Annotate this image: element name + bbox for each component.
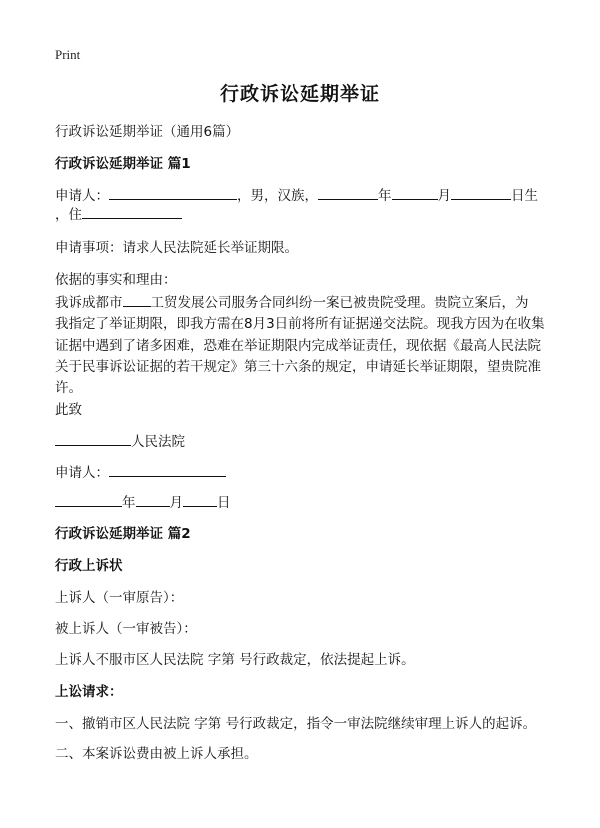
address-line: [55, 203, 182, 223]
application-matter: 申请事项：请求人民法院延长举证期限。: [55, 240, 298, 256]
paragraph-line: 证据中遇到了诸多困难，恐难在举证期限内完成举证责任，现依据《最高人民法院: [55, 337, 541, 354]
date-month-blank: [136, 493, 170, 507]
birth-month-blank: [392, 186, 438, 200]
date-month-label: 月: [169, 495, 183, 511]
date-year-label: 年: [122, 495, 136, 511]
print-label[interactable]: Print: [55, 47, 81, 62]
address-label: ，住: [55, 207, 82, 223]
paragraph-line: [55, 293, 555, 314]
court-name-blank: [55, 432, 131, 446]
salutation: 此致: [55, 402, 82, 418]
request-item-2: 二、本案诉讼费由被上诉人承担。: [55, 746, 258, 762]
birth-day-label: 日生: [511, 188, 538, 204]
signature-label: 申请人：: [55, 465, 109, 481]
applicant-line: [55, 184, 538, 204]
date-day-blank: [183, 493, 217, 507]
birth-year-blank: [318, 186, 378, 200]
birth-year-label: 年: [378, 188, 392, 204]
company-name-blank: [123, 293, 151, 307]
signature-blank: [109, 463, 226, 477]
date-day-label: 日: [217, 495, 231, 511]
section-1-heading: 行政诉讼延期举证 篇1: [55, 156, 191, 172]
applicant-name-blank: [109, 186, 237, 200]
address-blank: [82, 205, 182, 219]
appeal-statement: 上诉人不服市区人民法院 字第 号行政裁定，依法提起上诉。: [55, 652, 415, 668]
date-line: [55, 491, 231, 511]
appellant-line: 上诉人（一审原告）：: [55, 590, 184, 606]
request-item-1: 一、撤销市区人民法院 字第 号行政裁定，指令一审法院继续审理上诉人的起诉。: [55, 716, 537, 732]
birth-month-label: 月: [437, 188, 451, 204]
document-subtitle: 行政诉讼延期举证（通用6篇）: [55, 124, 240, 140]
paragraph-line: 我指定了举证期限，即我方需在8月3日前将所有证据递交法院。现我方因为在收集: [55, 316, 545, 333]
applicant-label: 申请人：: [55, 188, 109, 204]
requests-heading: 上讼请求：: [55, 684, 123, 700]
applicant-details: ，男，汉族，: [237, 188, 318, 204]
basis-heading: 依据的事实和理由：: [55, 272, 177, 288]
court-suffix: 人民法院: [131, 434, 185, 450]
appellee-line: 被上诉人（一审被告）：: [55, 621, 197, 637]
paragraph-line-start: 我诉成都市: [55, 295, 123, 311]
signature-line: [55, 461, 226, 481]
paragraph-line: 关于民事诉讼证据的若干规定》第三十六条的规定，申请延长举证期限，望贵院准: [55, 358, 541, 375]
birth-day-blank: [451, 186, 511, 200]
date-year-blank: [55, 493, 122, 507]
document-title: 行政诉讼延期举证: [219, 83, 380, 105]
court-line: [55, 430, 185, 450]
paragraph-line: 许。: [55, 380, 82, 397]
document-type-heading: 行政上诉状: [55, 558, 123, 574]
basis-paragraph: [55, 293, 555, 399]
paragraph-line-rest: 工贸发展公司服务合同纠纷一案已被贵院受理。贵院立案后，为: [150, 295, 529, 311]
section-2-heading: 行政诉讼延期举证 篇2: [55, 526, 191, 542]
